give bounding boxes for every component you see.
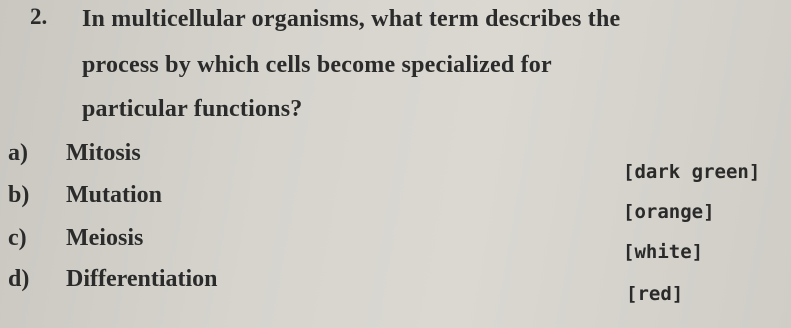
option-text: Mitosis: [66, 140, 141, 166]
question-text-line-1: In multicellular organisms, what term describes the: [82, 6, 621, 32]
option-letter: d): [8, 266, 30, 292]
question-text-line-2: process by which cells become specialized for: [82, 52, 552, 78]
color-tag-white: [white]: [623, 241, 704, 263]
color-tag-dark-green: [dark green]: [623, 161, 761, 183]
option-letter: a): [8, 140, 28, 166]
option-c: [8, 225, 143, 252]
question-text-line-3: particular functions?: [82, 96, 303, 122]
color-tag-orange: [orange]: [623, 201, 715, 223]
question-number: 2.: [30, 4, 48, 29]
option-text: Differentiation: [66, 266, 218, 292]
option-a: [8, 140, 141, 167]
option-letter: c): [8, 225, 27, 251]
option-b: [8, 182, 162, 209]
color-tag-red: [red]: [626, 283, 684, 305]
option-letter: b): [8, 182, 30, 208]
option-text: Mutation: [66, 182, 162, 208]
option-d: [8, 266, 218, 293]
option-text: Meiosis: [66, 225, 144, 251]
